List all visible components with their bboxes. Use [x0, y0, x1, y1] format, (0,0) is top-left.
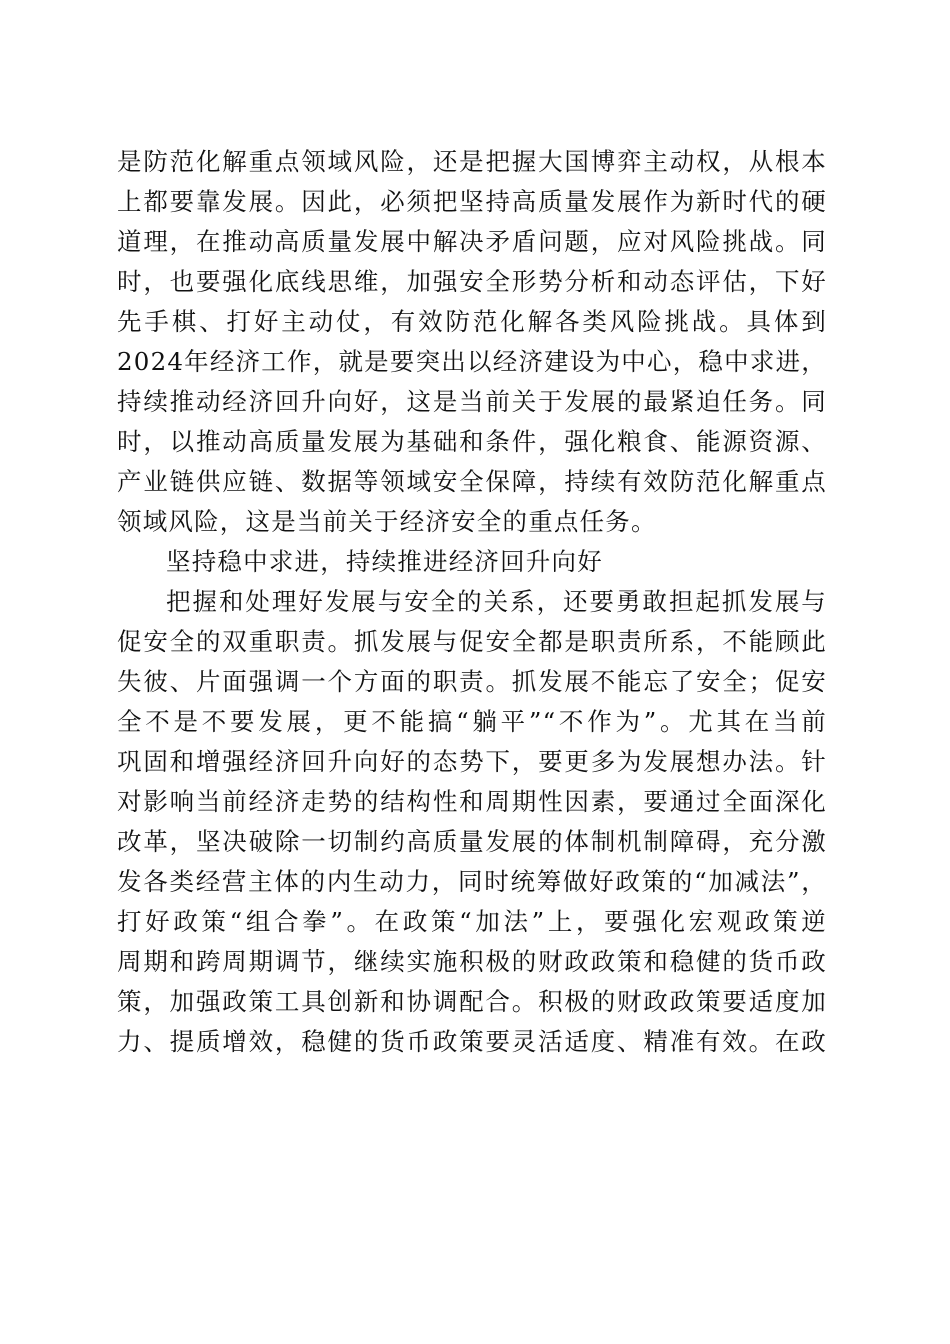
paragraph-line: 先手棋、打好主动仗，有效防范化解各类风险挑战。具体到 — [117, 307, 827, 336]
paragraph-line: 发各类经营主体的内生动力，同时统筹做好政策的“加减法”， — [117, 867, 827, 896]
paragraph-line: 持续推动经济回升向好，这是当前关于发展的最紧迫任务。同 — [117, 387, 827, 416]
paragraph-line: 2024年经济工作，就是要突出以经济建设为中心，稳中求进， — [117, 347, 827, 376]
paragraph-line: 巩固和增强经济回升向好的态势下，要更多为发展想办法。针 — [117, 747, 827, 776]
paragraph-line: 是防范化解重点领域风险，还是把握大国博弈主动权，从根本 — [117, 147, 827, 176]
paragraph-line: 道理，在推动高质量发展中解决矛盾问题，应对风险挑战。同 — [117, 227, 827, 256]
paragraph-line: 改革，坚决破除一切制约高质量发展的体制机制障碍，充分激 — [117, 827, 827, 856]
paragraph-line: 力、提质增效，稳健的货币政策要灵活适度、精准有效。在政 — [117, 1027, 827, 1056]
paragraph-line: 全不是不要发展，更不能搞“躺平”“不作为”。尤其在当前 — [117, 707, 827, 736]
paragraph-line: 领域风险，这是当前关于经济安全的重点任务。 — [117, 507, 657, 536]
paragraph-line: 对影响当前经济走势的结构性和周期性因素，要通过全面深化 — [117, 787, 827, 816]
paragraph-line: 失彼、片面强调一个方面的职责。抓发展不能忘了安全；促安 — [117, 667, 827, 696]
paragraph-line: 周期和跨周期调节，继续实施积极的财政政策和稳健的货币政 — [117, 947, 827, 976]
paragraph-line: 把握和处理好发展与安全的关系，还要勇敢担起抓发展与 — [166, 587, 827, 616]
paragraph-line: 策，加强政策工具创新和协调配合。积极的财政政策要适度加 — [117, 987, 827, 1016]
paragraph-line: 促安全的双重职责。抓发展与促安全都是职责所系，不能顾此 — [117, 627, 827, 656]
paragraph-line: 时，以推动高质量发展为基础和条件，强化粮食、能源资源、 — [117, 427, 827, 456]
paragraph-line: 打好政策“组合拳”。在政策“加法”上，要强化宏观政策逆 — [117, 907, 827, 936]
section-heading: 坚持稳中求进，持续推进经济回升向好 — [166, 547, 603, 576]
paragraph-line: 时，也要强化底线思维，加强安全形势分析和动态评估，下好 — [117, 267, 827, 296]
paragraph-line: 上都要靠发展。因此，必须把坚持高质量发展作为新时代的硬 — [117, 187, 827, 216]
paragraph-line: 产业链供应链、数据等领域安全保障，持续有效防范化解重点 — [117, 467, 827, 496]
